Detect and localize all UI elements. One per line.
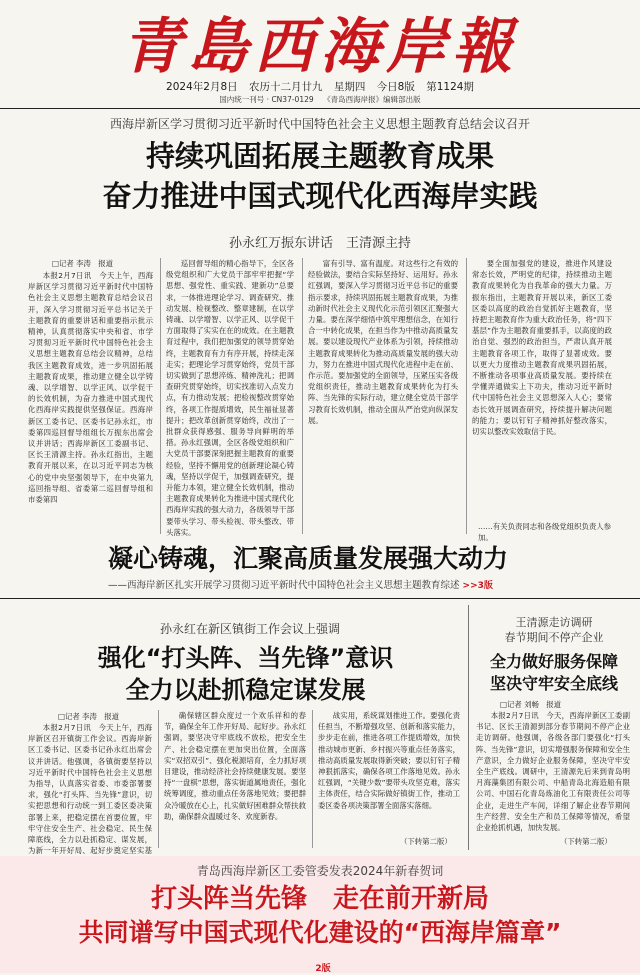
banner-page-ref[interactable] — [308, 956, 338, 975]
issue-number: 第1124期 — [426, 81, 474, 93]
masthead-divider — [0, 108, 640, 109]
sidebar-kicker-line2: 春节期间不停产企业 — [504, 631, 604, 644]
page-count: 今日8版 — [376, 81, 415, 93]
column-divider — [466, 258, 467, 534]
column-divider — [158, 710, 159, 848]
feature-subhead — [108, 579, 628, 593]
sidebar-headline-line1: 全力做好服务保障 — [489, 652, 618, 671]
section-divider — [0, 598, 640, 599]
lead-headline-line2: 奋力推进中国式现代化西海岸实践 — [102, 179, 538, 213]
lead-column-2: 巡回督导组的精心指导下，全区各级党组织和广大党员干部牢牢把握“学思想、强党性、重实践、建新功”总要求，一体推进理论学习、调查研究、推动发展、检视整改、整章建制，在以学铸魂、以学增智、以学正风、以学促干方面取得了实实在在的成效。在主题教育过程中，我们把加强党的领导贯穿始终，主题教育有力有序开展，持续走深走实；把理论学习贯穿始终，党员干部切实做到了思想淬炼、精神洗礼；把调查研究贯穿始终，切实找准切入点发力点，有力推动发展；把检视整改贯穿始终，各项工作提质增效，民生福祉显著提升；把改革创新贯穿始终，改出了一批群众获得感强、服务导向鲜明的举措。孙永红强调，全区各级党组织和广大党员干部要深刻把握主题教育的重要经验，坚持不懈用党的创新理论凝心铸魂，坚持以学促干，加强调查研究，提升能力本领，建立健全长效机制，推动主题教育成果转化为推进中国式现代化西海岸实践的强大动力，各级领导干部要带头学习、带头检视、带头整改、带头落实。 — [166, 259, 294, 537]
newspaper-title: 青島西海岸報 — [122, 12, 518, 82]
banner-page-ref-text: 2版 — [315, 964, 331, 974]
story2-kicker: 孙永红在新区镇街工作会议上强调 — [159, 622, 340, 636]
column-divider — [302, 258, 303, 534]
lead-column-1: 本报2月7日讯 今天上午，西海岸新区学习贯彻习近平新时代中国特色社会主义思想主题教育总结会议召开，深入学习贯彻习近平总书记关于主题教育的重要讲话和重要指示批示精神，认真贯彻落实中央和省、市学习贯彻习近平新时代中国特色社会主义思想主题教育总结会议精神，总结我区主题教育成效，进一步巩固拓展主题教育成果，推动建立健全以学铸魂、以学增智、以学正风、以学促干的长效机制，为奋力推进中国式现代化西海岸实践提供坚强保证。西海岸新区工委书记、区委书记孙永红，市委第四巡回督导组组长万振东出席会议并讲话；西海岸新区工委副书记、区长王清源主持。孙永红指出，主题教育开展以来，在以习近平同志为核心的党中央坚强领导下，在中央第九巡回指导组、省委第二巡回督导组和市委第四 — [28, 271, 153, 505]
sidebar-kicker-line1: 王清源走访调研 — [515, 616, 593, 629]
weekday: 星期四 — [333, 81, 366, 93]
publication-info — [0, 95, 640, 105]
dateline — [0, 80, 640, 94]
sidebar-divider — [468, 605, 469, 850]
publisher: 《青岛西海岸报》编辑部出版 — [323, 95, 421, 104]
sidebar-headline-line2: 坚决守牢安全底线 — [489, 674, 618, 693]
sidebar-reporter: □记者 刘畅 报道 — [500, 700, 562, 709]
lead-column-3: 富有引导、富有温度。对这些行之有效的经验做法，要结合实际坚持好、运用好。孙永红强调，要深入学习贯彻习近平总书记的重要指示要求，持续巩固拓展主题教育成果，为推动新时代社会主义现代化示范引领区汇聚强大力量。要在深学细悟中筑牢理想信念，在知行合一中转化成果，在担当作为中推动高质量发展。要以建设现代产业体系为引领，持续推动主题教育成果转化为推动高质量发展的强大动力，努力在推进中国式现代化进程中走在前、作示范。要加强党的全面领导，压紧压实各级党组织责任，推动主题教育成果转化为打头阵、当先锋的实际行动，建立健全党员干部学习教育长效机制，推动全面从严治党向纵深发展。 — [308, 259, 458, 425]
lead-headline-line1: 持续巩固拓展主题教育成果 — [145, 139, 494, 173]
date: 2024年2月8日 — [166, 81, 238, 93]
feature-headline: 凝心铸魂，汇聚高质量发展强大动力 — [108, 544, 509, 573]
story2-headline-line1: 强化“打头阵、当先锋”意识 — [97, 644, 394, 672]
lead-kicker: 西海岸新区学习贯彻习近平新时代中国特色社会主义思想主题教育总结会议召开 — [109, 117, 530, 131]
feature-page-ref[interactable]: >>3版 — [462, 581, 493, 591]
story2-column-2: 确保辖区群众度过一个欢乐祥和的春节，确保全年工作开好局、起好步。孙永红强调，要坚决守牢底线不放松，把安全生产、社会稳定摆在更加突出位置，全面落实“双招双引”、强化税源培育，全力抓好项目建设，推动经济社会持续健康发展。要坚持“一盘棋”思想，落实街道属地责任，强化统筹调度，推动重点任务落地见效；要把群众冷暖放在心上，扎实做好困难群众帮扶救助，确保群众温暖过冬、欢度新春。 — [164, 711, 306, 821]
lead-column-4: 要全面加强党的建设，推进作风建设常态长效，严明党的纪律，持续推动主题教育成果转化为自我革命的强大力量。万振东指出，主题教育开展以来，新区工委区委以高度的政治自觉抓好主题教育，坚持把主题教育作为重大政治任务，将“四下基层”作为主题教育重要抓手，以高度的政治自觉、强烈的政治担当，严肃认真开展主题教育各项工作，取得了显著成效。要以更大力度推动主题教育成果巩固拓展，不断推动各项事业高质量发展。要持续在学懂弄通做实上下功夫，推动习近平新时代中国特色社会主义思想深入人心；要常态长效开展调查研究，持续提升解决问题的能力；要以钉钉子精神抓好整改落实，切实以整改实效取信于民。 — [472, 259, 612, 437]
cn-number: 国内统一刊号 · CN37-0129 — [219, 95, 314, 104]
banner-headline-line1: 打头阵当先锋 走在前开新局 — [150, 884, 489, 914]
lead-reporter: □记者 李涛 报道 — [52, 259, 114, 268]
banner-kicker: 青岛西海岸新区工委管委发表2024年新春贺词 — [196, 864, 444, 878]
masthead — [0, 0, 640, 104]
banner-headline-line2: 共同谱写中国式现代化建设的“西海岸篇章” — [78, 918, 562, 947]
lead-end-note: ……有关负责同志和各级党组织负责人参加。 — [478, 522, 612, 542]
sidebar-end-note: （下转第二版） — [560, 837, 612, 846]
feature-subhead-text: ——西海岸新区扎实开展学习贯彻习近平新时代中国特色社会主义思想主题教育综述 — [108, 580, 460, 591]
story2-column-3: 战实用，系统谋划推进工作。要强化责任担当，不断增强攻坚、创新和落实能力，步步走在前，推进各项工作提质增效，加快推动城市更新、乡村振兴等重点任务落实，推动高质量发展取得新突破；要以钉钉子精神狠抓落实，确保各项工作落地见效。孙永红强调，“关键少数”要带头攻坚克难，落实主体责任，结合实际做好镇街工作，推动工委区委各项决策部署全面落实落细。 — [318, 711, 460, 810]
story2-headline-line2: 全力以赴抓稳定谋发展 — [125, 676, 366, 704]
column-divider — [160, 258, 161, 534]
story2-column-1: 本报2月7日讯 今天上午，西海岸新区召开镇街工作会议。西海岸新区工委书记、区委书记孙永红出席会议并讲话。他强调，各镇街要坚持以习近平新时代中国特色社会主义思想为指导，认真落实省委、市委部署要求，强化“打头阵、当先锋”意识，切实把思想和行动统一到工委区委决策部署上来，把稳定摆在首要位置，牢牢守住安全生产、社会稳定、民生保障底线，全力以赴抓稳定、谋发展，为新一年开好局、起好步奠定坚实基 — [28, 723, 152, 856]
story2-end-note: （下转第二版） — [400, 837, 452, 846]
bottom-banner — [0, 856, 640, 973]
sidebar-body: 本报2月7日讯 今天，西海岸新区工委副书记、区长王清源到部分春节期间不停产企业走访调研。他强调，各级各部门要强化“打头阵、当先锋”意识，切实增强服务保障和安全生产意识，全力做好企业服务保障，坚决守牢安全生产底线。调研中，王清源先后来到青岛明月海藻集团有限公司、中船青岛北海造船有限公司、中国石化青岛炼油化工有限责任公司等企业，走进生产车间，详细了解企业春节期间生产经营、安全生产和员工保障等情况，希望企业抢抓机遇，加快发展。 — [476, 711, 630, 833]
story2-reporter: □记者 李涛 报道 — [58, 712, 120, 721]
column-divider — [312, 710, 313, 848]
lead-speakers: 孙永红万振东讲话 王清源主持 — [228, 236, 411, 251]
lunar-date: 农历十二月廿九 — [248, 81, 323, 93]
